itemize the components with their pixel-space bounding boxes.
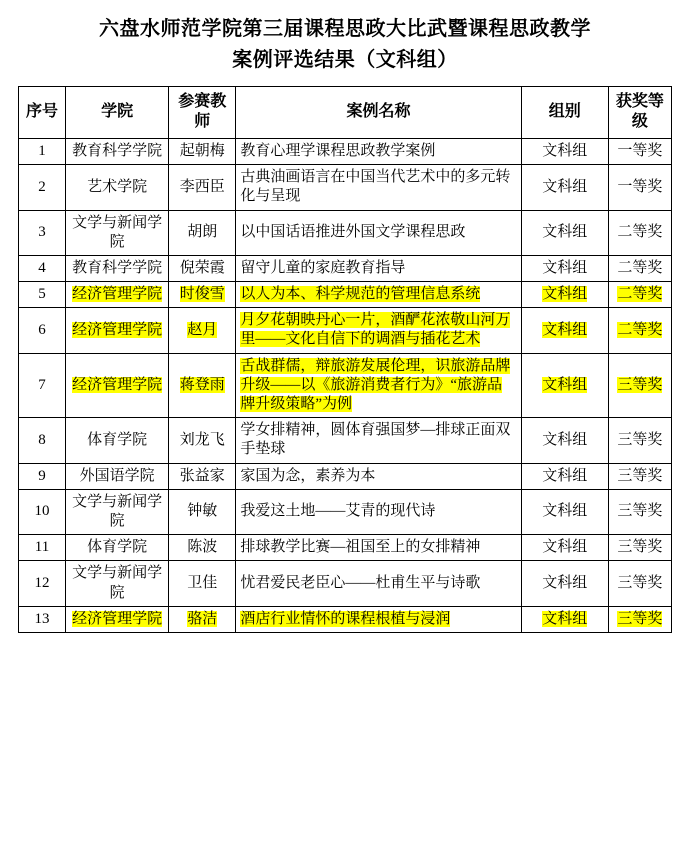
cell-index (19, 353, 66, 418)
cell-case-name (236, 606, 521, 632)
cell-award-text: 三等奖 (617, 431, 663, 448)
cell-index-text: 11 (34, 539, 50, 556)
cell-case-name-text: 古典油画语言在中国当代艺术中的多元转化与呈现 (240, 169, 511, 205)
cell-award-text: 二等奖 (617, 286, 663, 303)
cell-index (19, 138, 66, 164)
cell-college-text: 经济管理学院 (72, 376, 163, 393)
table-row (19, 535, 672, 561)
cell-index-text: 13 (34, 610, 50, 627)
cell-college-text: 经济管理学院 (72, 286, 163, 303)
cell-teacher-text: 时俊雪 (179, 286, 225, 303)
cell-group (521, 165, 608, 210)
cell-college (66, 489, 169, 534)
cell-group-text: 文科组 (542, 376, 588, 393)
column-header-case-name: 案例名称 (236, 87, 521, 139)
cell-group-text: 文科组 (542, 610, 588, 627)
cell-case-name (236, 308, 521, 353)
cell-college-text: 经济管理学院 (72, 321, 163, 338)
cell-award-text: 三等奖 (617, 610, 663, 627)
column-header-teacher: 参赛教师 (169, 87, 236, 139)
page-title (18, 14, 672, 76)
cell-case-name-text: 排球教学比赛—祖国至上的女排精神 (240, 539, 481, 556)
cell-index (19, 606, 66, 632)
cell-teacher-text: 卫佳 (187, 574, 218, 591)
cell-teacher-text: 赵月 (187, 321, 218, 338)
cell-teacher-text: 刘龙飞 (179, 431, 225, 448)
cell-case-name-text: 以人为本、科学规范的管理信息系统 (240, 286, 481, 303)
cell-award-text: 二等奖 (617, 259, 663, 276)
cell-index (19, 561, 66, 606)
cell-award (608, 353, 671, 418)
cell-index-text: 8 (38, 431, 46, 448)
cell-case-name-text: 我爱这土地——艾青的现代诗 (240, 503, 436, 520)
cell-teacher (169, 210, 236, 255)
cell-college (66, 535, 169, 561)
cell-teacher (169, 353, 236, 418)
cell-college (66, 210, 169, 255)
cell-case-name (236, 489, 521, 534)
cell-index-text: 12 (34, 574, 50, 591)
cell-teacher-text: 起朝梅 (179, 142, 225, 159)
cell-group-text: 文科组 (542, 574, 588, 591)
cell-college (66, 463, 169, 489)
cell-index (19, 535, 66, 561)
cell-award (608, 138, 671, 164)
cell-case-name-text: 以中国话语推进外国文学课程思政 (240, 224, 466, 241)
cell-index-text: 2 (38, 178, 46, 195)
cell-college (66, 418, 169, 463)
cell-index-text: 10 (34, 503, 50, 520)
cell-teacher-text: 李西臣 (179, 178, 225, 195)
cell-index (19, 210, 66, 255)
cell-award-text: 一等奖 (617, 178, 663, 195)
table-row (19, 489, 672, 534)
cell-case-name (236, 353, 521, 418)
table-body (19, 138, 672, 632)
table-row (19, 210, 672, 255)
cell-college (66, 353, 169, 418)
cell-case-name-text: 教育心理学课程思政教学案例 (240, 142, 436, 159)
cell-group-text: 文科组 (542, 178, 588, 195)
cell-case-name (236, 418, 521, 463)
cell-group-text: 文科组 (542, 286, 588, 303)
cell-group (521, 561, 608, 606)
cell-index-text: 5 (38, 286, 46, 303)
cell-award-text: 三等奖 (617, 467, 663, 484)
cell-award (608, 282, 671, 308)
table-row (19, 255, 672, 281)
table-header (19, 87, 672, 139)
table-row (19, 606, 672, 632)
table-row (19, 282, 672, 308)
cell-teacher (169, 418, 236, 463)
cell-award (608, 561, 671, 606)
cell-college-text: 艺术学院 (87, 178, 148, 195)
cell-group (521, 489, 608, 534)
table-row (19, 353, 672, 418)
cell-group (521, 210, 608, 255)
cell-case-name-text: 忧君爱民老臣心——杜甫生平与诗歌 (240, 574, 481, 591)
cell-teacher-text: 骆洁 (187, 610, 218, 627)
cell-index-text: 4 (38, 259, 46, 276)
cell-college-text: 体育学院 (87, 431, 148, 448)
cell-college-text: 经济管理学院 (72, 610, 163, 627)
cell-group-text: 文科组 (542, 467, 588, 484)
cell-case-name-text: 家国为念，素养为本 (240, 467, 376, 484)
table-row (19, 165, 672, 210)
cell-teacher (169, 255, 236, 281)
cell-index (19, 308, 66, 353)
cell-group-text: 文科组 (542, 259, 588, 276)
cell-award-text: 三等奖 (617, 539, 663, 556)
cell-award-text: 三等奖 (617, 574, 663, 591)
cell-case-name-text: 月夕花朝映丹心一片，酒酽花浓敬山河万里——文化自信下的调酒与插花艺术 (240, 312, 511, 348)
cell-college-text: 教育科学学院 (72, 259, 163, 276)
cell-index (19, 282, 66, 308)
column-header-group: 组别 (521, 87, 608, 139)
cell-teacher-text: 胡朗 (187, 224, 218, 241)
cell-award (608, 255, 671, 281)
cell-college-text: 文学与新闻学院 (72, 565, 163, 601)
column-header-index: 序号 (19, 87, 66, 139)
cell-college (66, 255, 169, 281)
cell-award (608, 210, 671, 255)
cell-group (521, 353, 608, 418)
cell-award (608, 535, 671, 561)
cell-group-text: 文科组 (542, 503, 588, 520)
cell-index (19, 489, 66, 534)
cell-teacher (169, 606, 236, 632)
cell-group-text: 文科组 (542, 321, 588, 338)
cell-case-name (236, 463, 521, 489)
table-row (19, 138, 672, 164)
cell-group (521, 606, 608, 632)
cell-group (521, 282, 608, 308)
results-table (18, 86, 672, 633)
cell-award (608, 308, 671, 353)
cell-case-name-text: 酒店行业情怀的课程根植与浸润 (240, 610, 451, 627)
cell-teacher-text: 陈波 (187, 539, 218, 556)
cell-index (19, 255, 66, 281)
cell-teacher (169, 138, 236, 164)
cell-teacher (169, 308, 236, 353)
cell-award (608, 418, 671, 463)
cell-teacher-text: 蒋登雨 (179, 376, 225, 393)
cell-case-name-text: 舌战群儒，辩旅游发展伦理，识旅游品牌升级——以《旅游消费者行为》“旅游品牌升级策略”为例 (240, 357, 511, 412)
column-header-college: 学院 (66, 87, 169, 139)
table-row (19, 463, 672, 489)
cell-index-text: 6 (38, 321, 46, 338)
cell-award-text: 三等奖 (617, 376, 663, 393)
cell-index-text: 7 (38, 376, 46, 393)
cell-index (19, 463, 66, 489)
cell-case-name (236, 165, 521, 210)
cell-teacher-text: 张益家 (179, 467, 225, 484)
cell-award (608, 606, 671, 632)
cell-teacher (169, 165, 236, 210)
page-title-line-2: 案例评选结果（文科组） (232, 49, 458, 71)
cell-group-text: 文科组 (542, 142, 588, 159)
cell-teacher-text: 倪荣霞 (179, 259, 225, 276)
table-row (19, 308, 672, 353)
cell-case-name-text: 留守儿童的家庭教育指导 (240, 259, 406, 276)
cell-teacher (169, 463, 236, 489)
cell-index-text: 3 (38, 224, 46, 241)
cell-teacher (169, 535, 236, 561)
cell-case-name (236, 282, 521, 308)
cell-college (66, 308, 169, 353)
cell-award (608, 489, 671, 534)
column-header-award: 获奖等级 (608, 87, 671, 139)
cell-index (19, 165, 66, 210)
cell-group (521, 418, 608, 463)
cell-group-text: 文科组 (542, 431, 588, 448)
cell-award-text: 三等奖 (617, 503, 663, 520)
cell-award-text: 一等奖 (617, 142, 663, 159)
cell-case-name-text: 学女排精神，圆体育强国梦—排球正面双手垫球 (240, 422, 511, 458)
cell-college (66, 138, 169, 164)
cell-college-text: 文学与新闻学院 (72, 493, 163, 529)
cell-case-name (236, 255, 521, 281)
page-title-line-1: 六盘水师范学院第三届课程思政大比武暨课程思政教学 (99, 18, 591, 40)
cell-award-text: 二等奖 (617, 224, 663, 241)
cell-teacher-text: 钟敏 (187, 503, 218, 520)
cell-group (521, 535, 608, 561)
cell-college-text: 教育科学学院 (72, 142, 163, 159)
cell-case-name (236, 138, 521, 164)
cell-college (66, 606, 169, 632)
cell-college (66, 561, 169, 606)
cell-award (608, 165, 671, 210)
cell-teacher (169, 282, 236, 308)
table-row (19, 561, 672, 606)
table-row (19, 418, 672, 463)
cell-index (19, 418, 66, 463)
cell-college (66, 282, 169, 308)
cell-case-name (236, 561, 521, 606)
cell-case-name (236, 210, 521, 255)
cell-award-text: 二等奖 (617, 321, 663, 338)
cell-teacher (169, 561, 236, 606)
cell-teacher (169, 489, 236, 534)
cell-index-text: 9 (38, 467, 46, 484)
cell-case-name (236, 535, 521, 561)
table-header-row (19, 87, 672, 139)
cell-group (521, 308, 608, 353)
cell-group-text: 文科组 (542, 224, 588, 241)
cell-group (521, 463, 608, 489)
cell-college-text: 文学与新闻学院 (72, 214, 163, 250)
cell-group-text: 文科组 (542, 539, 588, 556)
cell-group (521, 255, 608, 281)
cell-college-text: 外国语学院 (79, 467, 155, 484)
cell-college (66, 165, 169, 210)
cell-group (521, 138, 608, 164)
cell-college-text: 体育学院 (87, 539, 148, 556)
cell-index-text: 1 (38, 142, 46, 159)
cell-award (608, 463, 671, 489)
